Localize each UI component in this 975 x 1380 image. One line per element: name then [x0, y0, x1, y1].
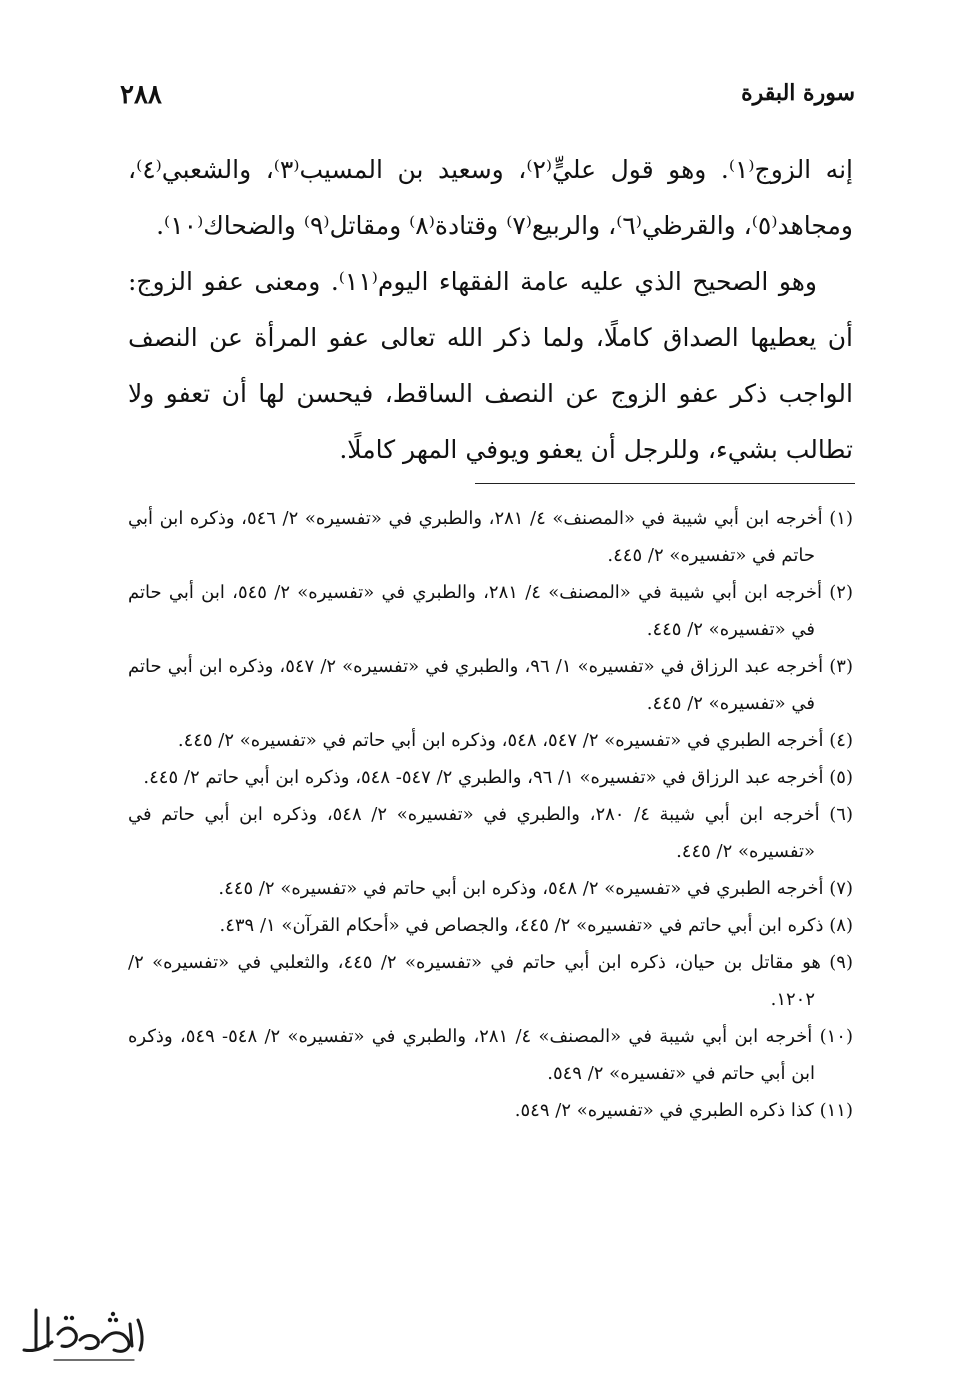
footnote: (٩) هو مقاتل بن حيان، ذكره ابن أبي حاتم في «تفسيره» ٢/ ٤٤٥، والثعلبي في «تفسيره» ٢/ ١٢٠٢.	[128, 952, 853, 1010]
footnote: (٢) أخرجه ابن أبي شيبة في «المصنف» ٤/ ٢٨١، والطبري في «تفسيره» ٢/ ٥٤٥، ابن أبي حاتم في «تفسيره» ٢/ ٤٤٥.	[128, 582, 853, 640]
main-text	[128, 142, 853, 478]
paragraph: إنه الزوج⁽١⁾. وهو قول عليٍّ⁽٢⁾، وسعيد بن المسيب⁽٣⁾، والشعبي⁽٤⁾، ومجاهد⁽٥⁾، والقرظي⁽٦⁾، والربيع⁽٧⁾ وقتادة⁽٨⁾ ومقاتل⁽٩⁾ والضحاك⁽١٠⁾.	[128, 155, 853, 240]
footnote: (٣) أخرجه عبد الرزاق في «تفسيره» ١/ ٩٦، والطبري في «تفسيره» ٢/ ٥٤٧، وذكره ابن أبي حاتم في «تفسيره» ٢/ ٤٤٥.	[128, 656, 853, 714]
footnote: (٧) أخرجه الطبري في «تفسيره» ٢/ ٥٤٨، وذكره ابن أبي حاتم في «تفسيره» ٢/ ٤٤٥.	[218, 878, 853, 899]
footnote-divider	[475, 483, 855, 484]
page-number: ٢٨٨	[120, 80, 162, 110]
footnotes	[128, 500, 853, 1129]
footnote: (١) أخرجه ابن أبي شيبة في «المصنف» ٤/ ٢٨١، والطبري في «تفسيره» ٢/ ٥٤٦، وذكره ابن أبي حاتم في «تفسيره» ٢/ ٤٤٥.	[128, 508, 853, 566]
footnote: (٨) ذكره ابن أبي حاتم في «تفسيره» ٢/ ٤٤٥، والجصاص في «أحكام القرآن» ١/ ٤٣٩.	[219, 915, 853, 936]
footnote: (٤) أخرجه الطبري في «تفسيره» ٢/ ٥٤٧، ٥٤٨، وذكره ابن أبي حاتم في «تفسيره» ٢/ ٤٤٥.	[177, 730, 853, 751]
footnote: (١١) كذا ذكره الطبري في «تفسيره» ٢/ ٥٤٩.	[514, 1100, 853, 1121]
footnote: (١٠) أخرجه ابن أبي شيبة في «المصنف» ٤/ ٢٨١، والطبري في «تفسيره» ٢/ ٥٤٨- ٥٤٩، وذكره ابن أبي حاتم في «تفسيره» ٢/ ٥٤٩.	[128, 1026, 853, 1084]
surah-title: سورة البقرة	[741, 80, 855, 106]
paragraph: وهو الصحيح الذي عليه عامة الفقهاء اليوم⁽١١⁾. ومعنى عفو الزوج: أن يعطيها الصداق كاملًا، ولما ذكر الله تعالى عفو المرأة عن النصف الواجب ذكر عفو الزوج عن النصف الساقط، فيحسن لها أن تعفو ولا تطالب بشيء، وللرجل أن يعفو ويوفي المهر كاملًا.	[128, 267, 853, 464]
footnote: (٥) أخرجه عبد الرزاق في «تفسيره» ١/ ٩٦، والطبري ٢/ ٥٤٧- ٥٤٨، وذكره ابن أبي حاتم ٢/ ٤٤٥.	[143, 767, 853, 788]
page-header	[120, 80, 855, 120]
footnote: (٦) أخرجه ابن أبي شيبة ٤/ ٢٨٠، والطبري في «تفسيره» ٢/ ٥٤٨، وذكره ابن أبي حاتم في «تفسيره» ٢/ ٤٤٥.	[128, 804, 853, 862]
calligraphy-logo-icon	[14, 1290, 154, 1368]
